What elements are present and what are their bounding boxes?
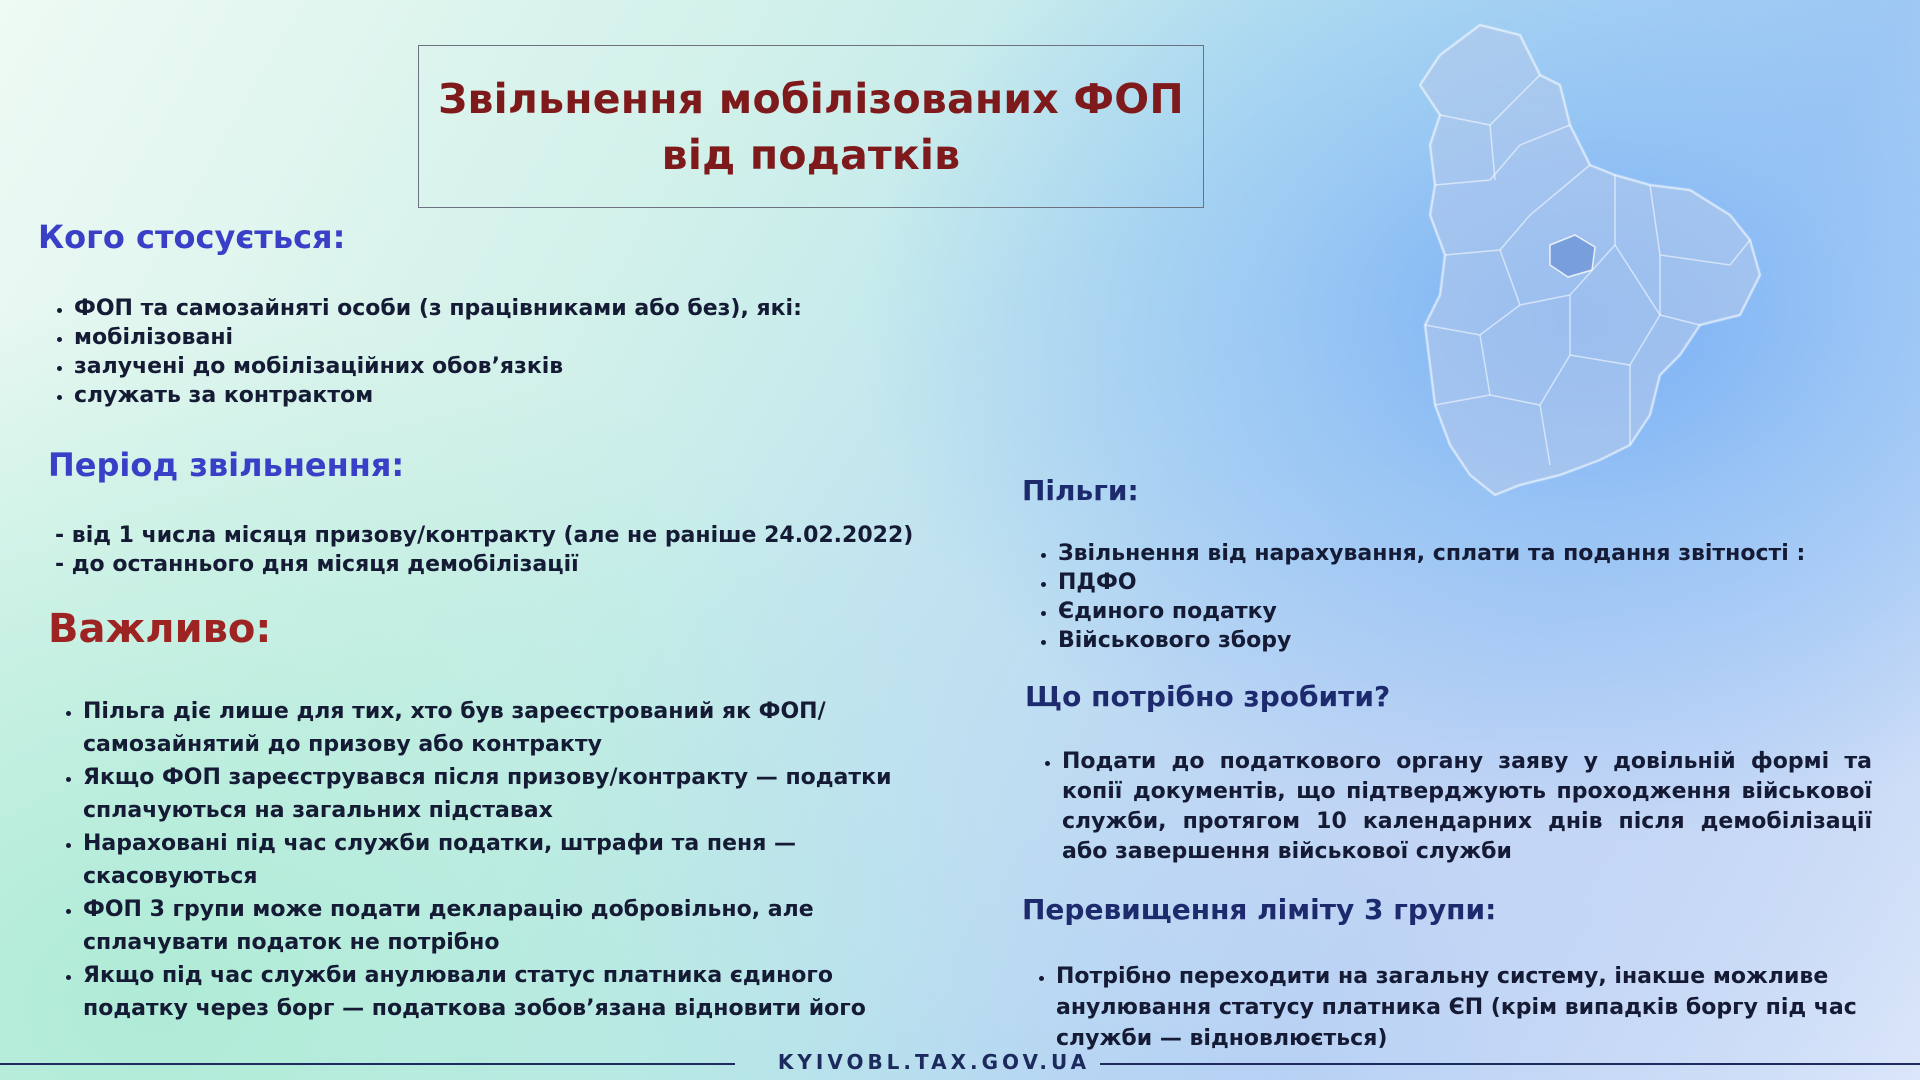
list-item: • Пільга діє лише для тих, хто був зареєстрований як ФОП/ самозайнятий до призову або контракту (83, 695, 913, 761)
list-item: • ФОП 3 групи може подати декларацію добровільно, але сплачувати податок не потрібно (83, 893, 913, 959)
list-item: • ПДФО (1058, 568, 1805, 597)
list-item: • ФОП та самозайняті особи (з працівниками або без), які: (74, 294, 802, 323)
list-item: • Потрібно переходити на загальну систему, інакше можливе анулювання статусу платника ЄП (крім випадків боргу під час служби — відновлюється) (1056, 961, 1876, 1054)
important-heading: Важливо: (48, 606, 272, 652)
list-item: • Нараховані під час служби податки, штрафи та пеня — скасовуються (83, 827, 913, 893)
list-item: • служать за контрактом (74, 381, 802, 410)
period-heading: Період звільнення: (48, 446, 405, 484)
list-item: • Якщо ФОП зареєструвався після призову/контракту — податки сплачуються на загальних підставах (83, 761, 913, 827)
limit-heading: Перевищення ліміту 3 групи: (1022, 893, 1497, 926)
list-item: • Якщо під час служби анулювали статус платника єдиного податку через борг — податкова зобов’язана відновити його (83, 959, 913, 1025)
title-box (418, 45, 1204, 208)
who-list (40, 294, 802, 410)
important-list (49, 695, 913, 1025)
who-heading: Кого стосується: (38, 218, 346, 256)
limit-list (1022, 961, 1876, 1054)
page-title-line-1: Звільнення мобілізованих ФОП (438, 74, 1184, 123)
list-item: • залучені до мобілізаційних обов’язків (74, 352, 802, 381)
todo-list (1028, 747, 1872, 867)
list-item: • Звільнення від нарахування, сплати та подання звітності : (1058, 539, 1805, 568)
todo-heading: Що потрібно зробити? (1025, 680, 1391, 713)
kyiv-oblast-map-icon (1400, 15, 1800, 515)
footer-url: KYIVOBL.TAX.GOV.UA (777, 1050, 1091, 1074)
benefits-list (1024, 539, 1805, 655)
list-item: • Подати до податкового органу заяву у довільній формі та копії документів, що підтверджують проходження військової служби, протягом 10 календарних днів після демобілізації або завершення військової служби (1062, 747, 1872, 867)
list-item: - від 1 числа місяця призову/контракту (але не раніше 24.02.2022) (55, 523, 914, 548)
benefits-heading: Пільги: (1022, 474, 1139, 507)
list-item: • Єдиного податку (1058, 597, 1805, 626)
list-item: • Військового збору (1058, 626, 1805, 655)
page-title-line-2: від податків (661, 130, 961, 179)
list-item: • мобілізовані (74, 323, 802, 352)
period-list (55, 521, 913, 579)
list-item: - до останнього дня місяця демобілізації (55, 552, 579, 577)
